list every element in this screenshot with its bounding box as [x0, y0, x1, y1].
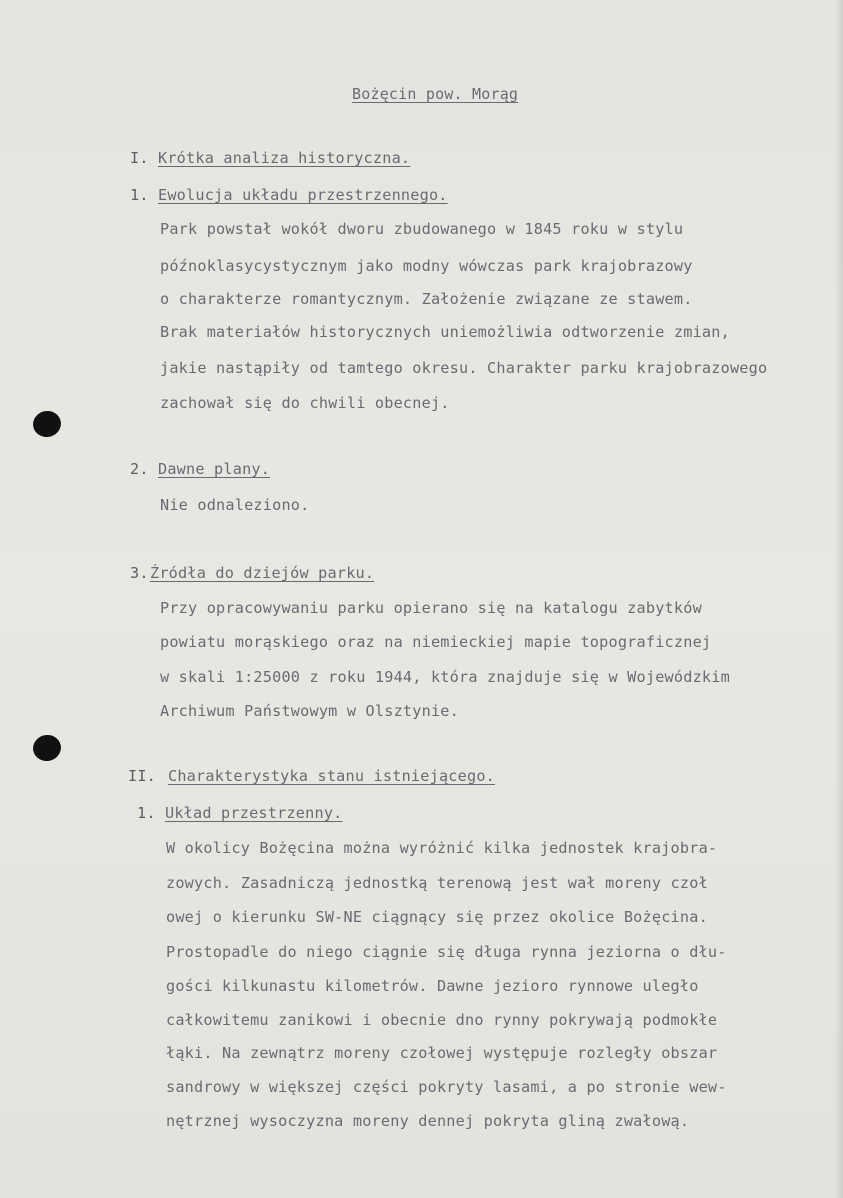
s2-item1-line: Prostopadle do niego ciągnie się długa rynna jeziorna o dłu-: [166, 943, 727, 961]
s1-item1-line: Park powstał wokół dworu zbudowanego w 1845 roku w stylu: [160, 220, 684, 238]
s1-item1-heading: Ewolucja układu przestrzennego.: [158, 186, 448, 204]
s1-item1-line: o charakterze romantycznym. Założenie związane ze stawem.: [160, 290, 693, 308]
s1-item1-line: późnoklasycystycznym jako modny wówczas park krajobrazowy: [160, 257, 693, 275]
s1-item3-heading: Źródła do dziejów parku.: [150, 564, 375, 582]
s2-item1-line: zowych. Zasadniczą jednostką terenową jest wał moreny czoł: [166, 874, 708, 892]
section2-number: II.: [128, 767, 157, 785]
page-title: Bożęcin pow. Morąg: [352, 85, 519, 103]
section1-number: I.: [130, 149, 149, 167]
s1-item3-line: w skali 1:25000 z roku 1944, która znajduje się w Wojewódzkim: [160, 668, 730, 686]
s1-item3-line: Archiwum Państwowym w Olsztynie.: [160, 702, 459, 720]
page-edge-shadow: [835, 0, 843, 1198]
s1-item1-line: jakie nastąpiły od tamtego okresu. Charakter parku krajobrazowego: [160, 359, 768, 377]
s1-item1-number: 1.: [130, 186, 149, 204]
s2-item1-line: W okolicy Bożęcina można wyróżnić kilka jednostek krajobra-: [166, 839, 718, 857]
s1-item1-line: Brak materiałów historycznych uniemożliwia odtworzenie zmian,: [160, 323, 730, 341]
s2-item1-line: łąki. Na zewnątrz moreny czołowej występuje rozległy obszar: [166, 1044, 718, 1062]
s1-item2-number: 2.: [130, 460, 149, 478]
s2-item1-number: 1.: [137, 804, 156, 822]
s2-item1-heading: Układ przestrzenny.: [165, 804, 343, 822]
s1-item3-line: Przy opracowywaniu parku opierano się na katalogu zabytków: [160, 599, 702, 617]
section1-heading-text: Krótka analiza historyczna.: [158, 149, 411, 167]
s1-item2-heading: Dawne plany.: [158, 460, 271, 478]
section2-heading-text: Charakterystyka stanu istniejącego.: [168, 767, 496, 785]
punch-hole-bottom: [31, 732, 64, 763]
s1-item2-line: Nie odnaleziono.: [160, 496, 310, 514]
s2-item1-line: nętrznej wysoczyzna moreny dennej pokryta gliną zwałową.: [166, 1112, 690, 1130]
s2-item1-line: owej o kierunku SW-NE ciągnący się przez okolice Bożęcina.: [166, 908, 708, 926]
s1-item3-line: powiatu morąskiego oraz na niemieckiej mapie topograficznej: [160, 633, 712, 651]
punch-hole-top: [31, 408, 64, 439]
s1-item1-line: zachował się do chwili obecnej.: [160, 394, 450, 412]
s1-item3-number: 3.: [130, 564, 149, 582]
s2-item1-line: całkowitemu zanikowi i obecnie dno rynny pokrywają podmokłe: [166, 1011, 718, 1029]
s2-item1-line: gości kilkunastu kilometrów. Dawne jezioro rynnowe uległo: [166, 977, 699, 995]
s2-item1-line: sandrowy w większej części pokryty lasami, a po stronie wew-: [166, 1078, 727, 1096]
